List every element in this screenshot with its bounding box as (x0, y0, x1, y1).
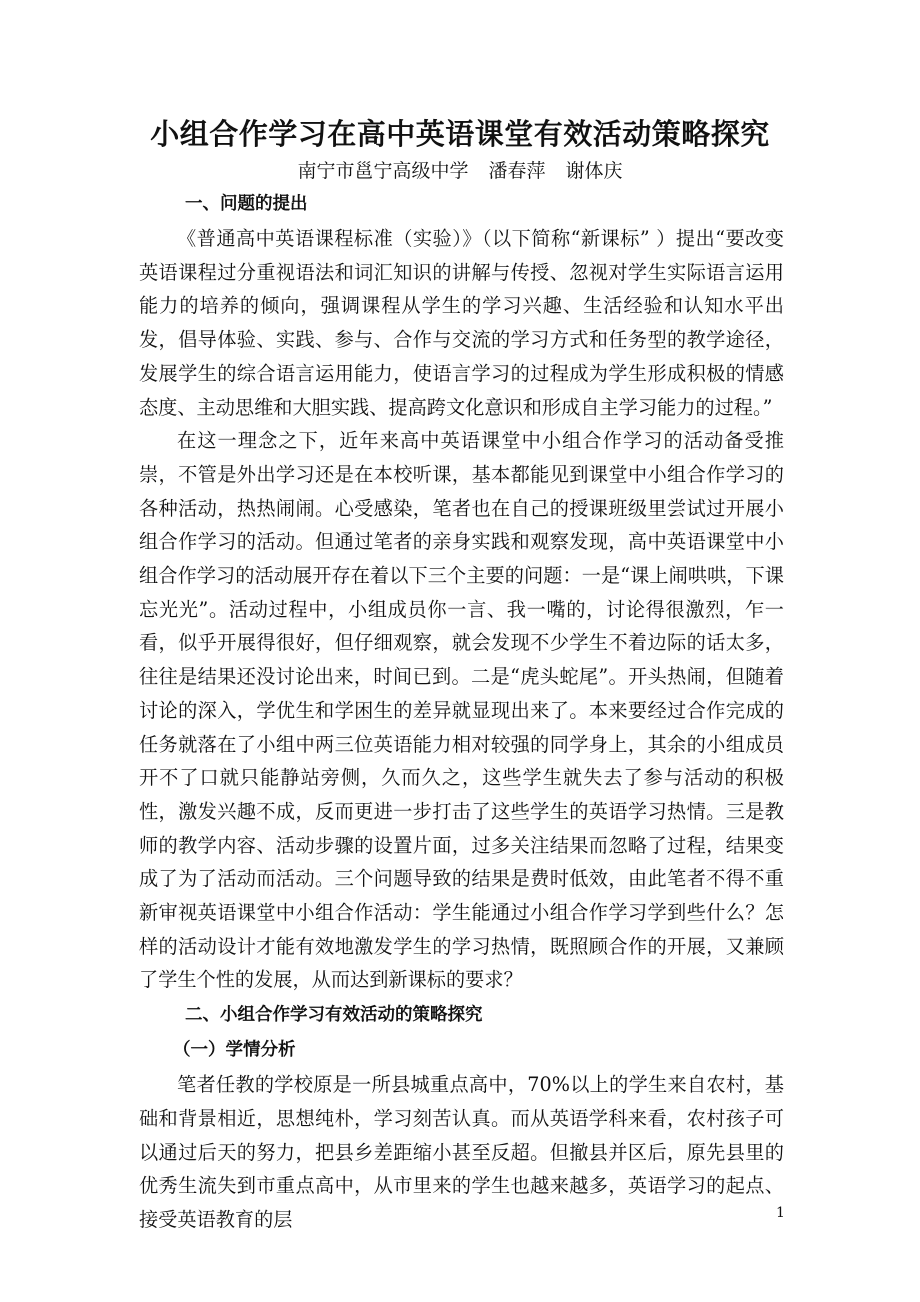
byline-school: 南宁市邕宁高级中学 (297, 160, 469, 182)
document-title: 小组合作学习在高中英语课堂有效活动策略探究 (150, 117, 770, 151)
subsection-heading-1: （一）学情分析 (173, 1040, 296, 1061)
paragraph-1: 《普通高中英语课程标准（实验）》（以下简称“新课标” ）提出“要改变英语课程过分重视语法和词汇知识的讲解与传授、忽视对学生实际语言运用能力的培养的倾向，强调课程从学生的学习兴趣、生活经验和认知水平出发，倡导体验、实践、参与、合作与交流的学习方式和任务型的教学途径，发展学生的综合语言运用能力，使语言学习的过程成为学生形成积极的情感态度、主动思维和大胆实践、提高跨文化意识和形成自主学习能力的过程。” (139, 227, 784, 419)
paragraph-3: 笔者任教的学校原是一所县城重点高中，70%以上的学生来自农村，基础和背景相近，思想纯朴，学习刻苦认真。而从英语学科来看，农村孩子可以通过后天的努力，把县乡差距缩小甚至反超。但撤县并区后，原先县里的优秀生流失到市重点高中，从市里来的学生也越来越多，英语学习的起点、接受英语教育的层 (139, 1073, 784, 1231)
page-number: 1 (776, 1205, 785, 1221)
document-body (139, 186, 784, 1237)
byline (0, 157, 920, 185)
paragraph-2: 在这一理念之下，近年来高中英语课堂中小组合作学习的活动备受推崇，不管是外出学习还是在本校听课，基本都能见到课堂中小组合作学习的各种活动，热热闹闹。心受感染，笔者也在自己的授课班级里尝试过开展小组合作学习的活动。但通过笔者的亲身实践和观察发现，高中英语课堂中小组合作学习的活动展开存在着以下三个主要的问题：一是“课上闹哄哄，下课忘光光”。活动过程中，小组成员你一言、我一嘴的，讨论得很激烈，乍一看，似乎开展得很好，但仔细观察，就会发现不少学生不着边际的话太多，往往是结果还没讨论出来，时间已到。二是“虎头蛇尾”。开头热闹，但随着讨论的深入，学优生和学困生的差异就显现出来了。本来要经过合作完成的任务就落在了小组中两三位英语能力相对较强的同学身上，其余的小组成员开不了口就只能静站旁侧，久而久之，这些学生就失去了参与活动的积极性，激发兴趣不成，反而更进一步打击了这些学生的英语学习热情。三是教师的教学内容、活动步骤的设置片面，过多关注结果而忽略了过程，结果变成了为了活动而活动。三个问题导致的结果是费时低效，由此笔者不得不重新审视英语课堂中小组合作活动：学生能通过小组合作学习学到些什么？怎样的活动设计才能有效地激发学生的学习热情，既照顾合作的开展，又兼顾了学生个性的发展，从而达到新课标的要求？ (139, 429, 784, 992)
byline-author-2: 谢体庆 (565, 160, 623, 182)
section-heading-2: 二、小组合作学习有效活动的策略探究 (185, 1005, 483, 1026)
section-heading-1: 一、问题的提出 (185, 194, 308, 214)
byline-author-1: 潘春萍 (488, 160, 546, 182)
